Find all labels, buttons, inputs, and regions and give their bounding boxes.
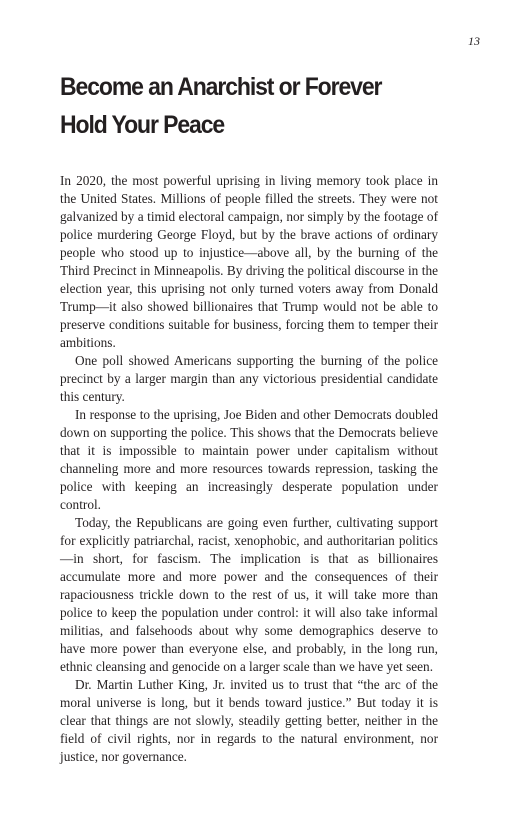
paragraph: In response to the uprising, Joe Biden and other Democrats doubled down on supporting the police. This shows that the Democrats believe that it is impossible to maintain power under capitalism without channeling more and more resources towards repression, tasking the police with keeping an increasingly desperate population under control. <box>60 407 438 512</box>
paragraph: One poll showed Americans supporting the burning of the police precinct by a larger margin than any victorious presidential candidate this century. <box>60 353 438 404</box>
page-number: 13 <box>468 34 480 48</box>
paragraph: Dr. Martin Luther King, Jr. invited us to trust that “the arc of the moral universe is long, but it bends toward justice.” But today it is clear that things are not slowly, steadily getting better, neither in the field of civil rights, nor in regards to the natural environment, nor justice, nor governance. <box>60 677 438 764</box>
paragraph: In 2020, the most powerful uprising in living memory took place in the United States. Millions of people filled the streets. They were not galvanized by a timid electoral campaign, nor simply by the footage of police murdering George Floyd, but by the brave actions of ordinary people who stood up to injustice—above all, by the burning of the Third Precinct in Minneapolis. By driving the political discourse in the election year, this uprising not only turned voters away from Donald Trump—it also showed billionaires that Trump would not be able to preserve conditions suitable for business, forcing them to temper their ambitions. <box>60 173 438 350</box>
body-text <box>60 172 438 766</box>
chapter-title: Become an Anarchist or Forever Hold Your Peace <box>60 73 382 139</box>
paragraph: Today, the Republicans are going even further, cultivating support for explicitly patriarchal, racist, xenophobic, and authoritarian politics—in short, for fascism. The implication is that as billionaires accumulate more and more power and the consequences of their rapaciousness trickle down to the rest of us, it will take more than police to keep the population under control: it will also take informal militias, and falsehoods about why some demographics deserve to have more power than everyone else, and probably, in the long run, ethnic cleansing and genocide on a larger scale than we have yet seen. <box>60 515 438 674</box>
